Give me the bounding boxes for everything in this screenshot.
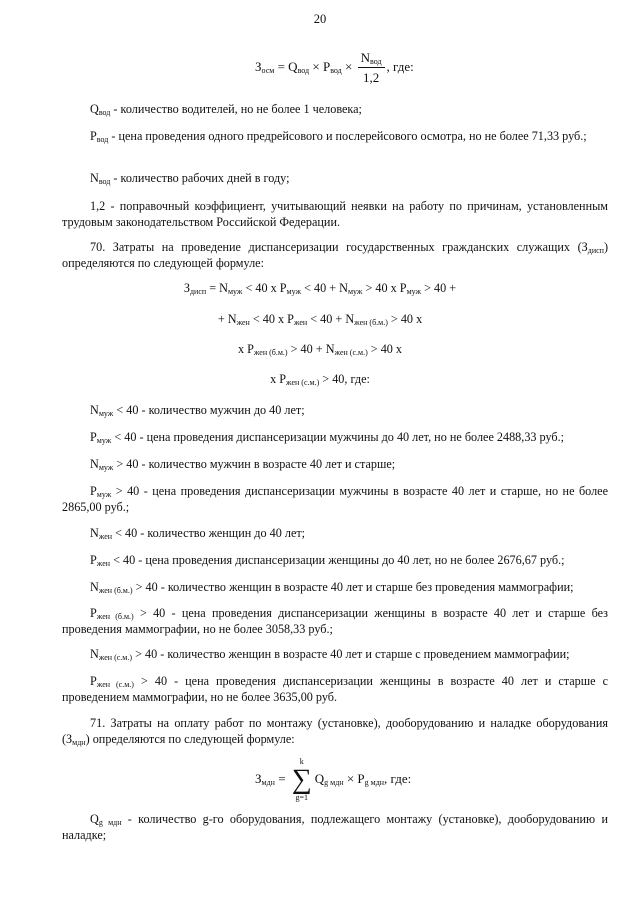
def-p-women-no-mammo: $P_{жен (б.м.)} > 40$ - цена проведения диспансеризации женщины в возрасте 40 лет и старше без проведения маммографии, но не более 3058,33 руб.; [62,606,608,636]
item-71-paragraph: 71. Затраты на оплату работ по монтажу (установке), дооборудованию и наладке оборудования $(З_{мдн})$ определяются по следующей формуле: [62,716,608,747]
def-p-men-over-40: $P_{муж} > 40$ - цена проведения диспансеризации мужчины в возрасте 40 лет и старше, но не более 2865,00 руб.; [62,484,608,514]
def-coefficient: 1,2 - поправочный коэффициент, учитывающий неявки на работу по причинам, установленным трудовым законодательством Российской Федерации. [62,199,608,229]
def-n-women-no-mammo: $N_{жен (б.м.)} > 40$ - количество женщин в возрасте 40 лет и старше без проведения маммографии; [90,580,574,595]
formula-dispensary-line-2: + $N_{жен} < 40$ x $P_{жен} < 40 + N_{жен (б.м.)} > 40$ x [217,312,423,327]
def-q-drivers: $Q_{вод}$ - количество водителей, но не более 1 человека; [90,102,362,117]
formula-dispensary-line-4: x $P_{жен (с.м.)} > 40$, где: [270,372,370,387]
def-p-women-under-40: $P_{жен} < 40$ - цена проведения диспансеризации женщины до 40 лет, но не более 2676,67 руб.; [90,553,565,568]
summation: k ∑ g=1 [291,757,312,802]
def-p-drivers: $P_{вод}$ - цена проведения одного предрейсового и послерейсового осмотра, но не более 71,33 руб.; [90,129,587,144]
page-number: 20 [313,12,327,26]
def-q-equipment: $Q_{g мдн}$ - количество g-го оборудования, подлежащего монтажу (установке), дооборудованию и наладке; [62,812,608,842]
def-n-women-mammo: $N_{жен (с.м.)} > 40$ - количество женщин в возрасте 40 лет и старше с проведением маммографии; [90,647,570,662]
item-70-paragraph: 70. Затраты на проведение диспансеризации государственных гражданских служащих $(З_{дисп})$ определяются по следующей формуле: [62,240,608,270]
fraction: $\frac{N_{вод}}{1,2}$ [358,50,385,86]
formula-equipment-installation: $З_{мдн}$ = k ∑ g=1 $Q_{g мдн} \times P_{g мдн}$, где: [255,757,412,802]
formula-dispensary-line-3: x $P_{жен (б.м.)} > 40 + N_{жен (с.м.)} > 40$ x [237,342,403,357]
def-n-women-under-40: $N_{жен} < 40$ - количество женщин до 40 лет; [90,526,306,541]
formula-dispensary-line-1: $З_{дисп} = N_{муж} < 40$ x $P_{муж} < 40 + N_{муж} > 40$ x $P_{муж} > 40$ + [183,281,457,296]
def-p-men-under-40: $P_{муж} < 40$ - цена проведения диспансеризации мужчины до 40 лет, но не более 2488,33 руб.; [90,430,565,445]
def-n-men-under-40: $N_{муж} < 40$ - количество мужчин до 40 лет; [90,403,305,418]
def-n-drivers: $N_{вод}$ - количество рабочих дней в году; [90,171,290,186]
formula-driver-inspection: $З_{осм} = Q_{вод} \times P_{вод}$ × $\frac{N_{вод}}{1,2}$ , где: [255,50,414,85]
def-p-women-mammo: $P_{жен (с.м.)} > 40$ - цена проведения диспансеризации женщины в возрасте 40 лет и старше с проведением маммографии, но не более 3635,00 руб. [62,674,608,704]
def-n-men-over-40: $N_{муж} > 40$ - количество мужчин в возрасте 40 лет и старше; [90,457,396,472]
